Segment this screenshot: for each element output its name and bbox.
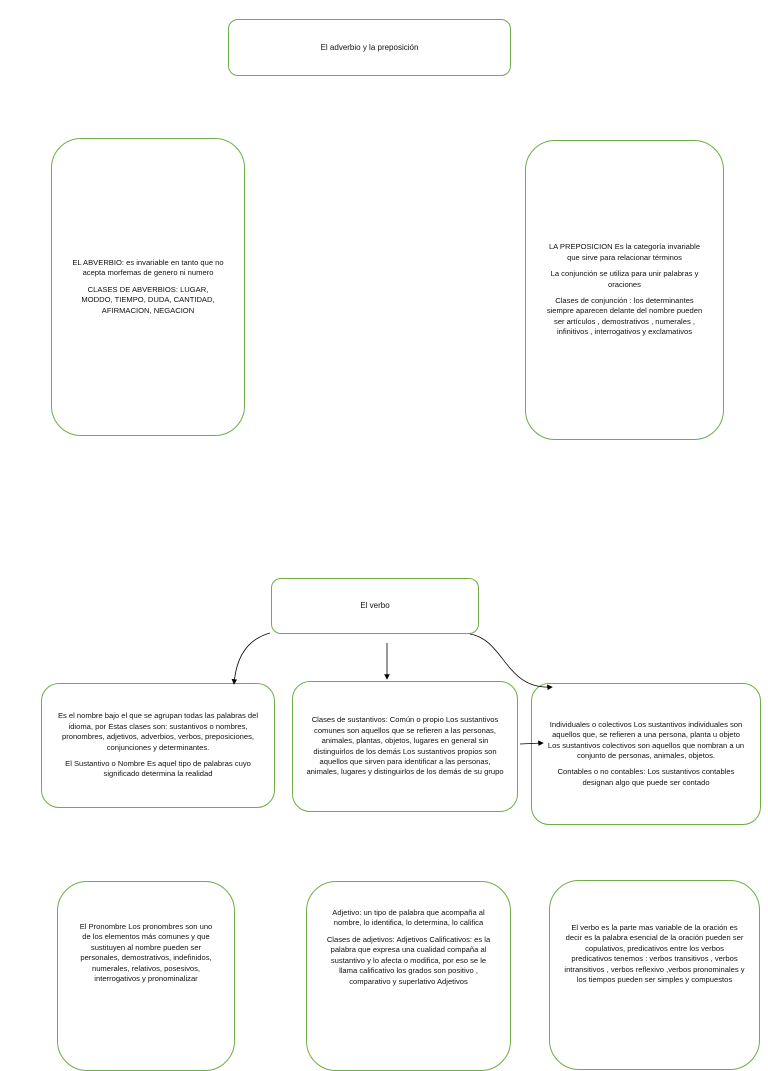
preposicion-definition: LA PREPOSICION Es la categoría invariable que sirve para relacionar términos: [548, 242, 701, 262]
conjuncion-definition: La conjunción se utiliza para unir palabras y oraciones: [550, 269, 699, 289]
clases-sustantivos-text: Clases de sustantivos: Común o propio Los sustantivos comunes son aquellos que se refieren a las personas, animales, plantas, objetos, lugares en general sin distinguirlos de los demás Los sustantivos propios son aquellos que sirven para identificar a las personas, animales, lugares y distinguirlos de los demás de su grupo: [306, 715, 504, 777]
verbo-text: El verbo es la parte mas variable de la oración es decir es la palabra esencial de la oración pueden ser copulativos, predicativos entre los verbos predicativos tenemos : verbos transitivos , verbos intransitivos , verbos reflexivo ,verbos pronominales y los tiempos pueden ser simples y compuestos: [564, 923, 745, 985]
connector-verbo-to-individuales: [470, 634, 552, 687]
connector-clases-to-individuales: [520, 743, 543, 744]
pronombre-text: El Pronombre Los pronombres son uno de los elementos más comunes y que sustituyen al nombre pueden ser personales, demostrativos, indefinidos, numerales, relativos, posesivos, interrogativos y pronominalizar: [79, 922, 213, 984]
adjetivo-classes: Clases de adjetivos: Adjetivos Calificativos: es la palabra que expresa una cualidad compaña al sustantivo y lo afecta o modifica, por eso se le llama calificativo los grados son positivo , comparativo y superlativo Adjetivos: [326, 934, 491, 986]
individuales-colectivos-text: Individuales o colectivos Los sustantivos individuales son aquellos que, se refieren a una persona, planta u objeto Los sustantivos colectivos son aquellos que nombran a un conjunto de personas, animales, objetos.: [547, 719, 745, 760]
sustantivo-definition: El Sustantivo o Nombre Es aquel tipo de palabras cuyo significado determina la realidad: [65, 758, 251, 779]
adjetivo-definition: Adjetivo: un tipo de palabra que acompaña al nombre, lo identifica, lo determina, lo califica: [332, 908, 485, 928]
title-verbo: El verbo: [360, 601, 390, 611]
adverbio-definition: EL ABVERBIO: es invariable en tanto que no acepta morfemas de genero ni numero: [72, 257, 224, 278]
connector-verbo-to-nombre: [234, 633, 270, 684]
contables-text: Contables o no contables: Los sustantivos contables designan algo que puede ser contado: [557, 767, 735, 787]
adverbio-classes: CLASES DE ABVERBIOS: LUGAR, MODDO, TIEMPO, DUDA, CANTIDAD, AFIRMACION, NEGACION: [81, 284, 215, 315]
title-adverbio-preposicion: El adverbio y la preposición: [320, 42, 419, 52]
nombre-definition: Es el nombre bajo el que se agrupan todas las palabras del idioma, por Estas clases son: sustantivos o nombres, pronombres, adjetivos, adverbios, verbos, preposiciones, conjunciones y determinantes.: [57, 711, 259, 752]
conjuncion-classes: Clases de conjunción : los determinantes siempre aparecen delante del nombre pueden ser artículos , demostrativos , numerales , infinitivos , interrogativos y exclamativos: [546, 296, 703, 337]
